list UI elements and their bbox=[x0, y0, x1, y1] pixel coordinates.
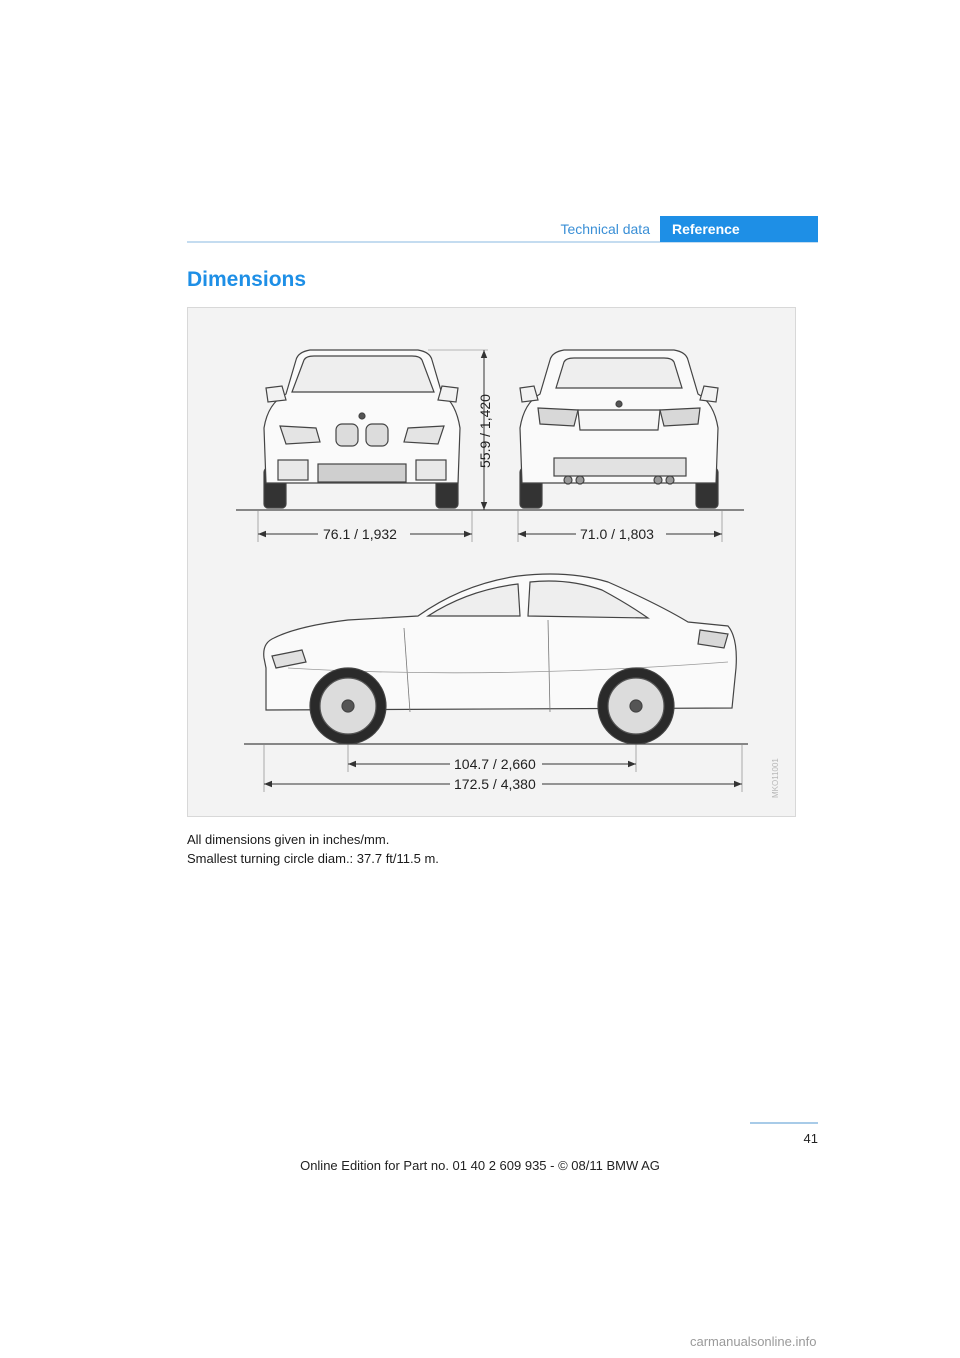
header-section-label: Technical data bbox=[560, 221, 650, 237]
rear-width-label: 71.0 / 1,803 bbox=[580, 526, 654, 542]
footer-rule bbox=[750, 1122, 818, 1124]
front-width-dimension bbox=[258, 511, 472, 542]
page-number: 41 bbox=[803, 1131, 818, 1146]
page-title: Dimensions bbox=[187, 268, 307, 291]
side-view-car bbox=[264, 574, 737, 744]
image-code: MKO11001 bbox=[771, 758, 780, 798]
turning-circle-note: Smallest turning circle diam.: 37.7 ft/11.5 m. bbox=[187, 851, 439, 866]
dimensions-drawing bbox=[188, 308, 795, 816]
footer-edition: Online Edition for Part no. 01 40 2 609 935 - © 08/11 BMW AG bbox=[300, 1158, 660, 1173]
front-width-label: 76.1 / 1,932 bbox=[323, 526, 397, 542]
rear-width-dimension bbox=[518, 511, 722, 542]
dimensions-units-note: All dimensions given in inches/mm. bbox=[187, 832, 390, 847]
dimensions-figure bbox=[187, 307, 796, 817]
header-tab-reference[interactable]: Reference bbox=[660, 216, 818, 242]
height-label: 55.9 / 1,420 bbox=[477, 394, 493, 468]
front-view-car bbox=[264, 350, 460, 508]
length-label: 172.5 / 4,380 bbox=[454, 776, 536, 792]
site-watermark: carmanualsonline.info bbox=[690, 1334, 817, 1349]
body-text bbox=[187, 830, 439, 868]
rear-view-car bbox=[520, 350, 718, 508]
wheelbase-label: 104.7 / 2,660 bbox=[454, 756, 536, 772]
wheelbase-dimension bbox=[348, 745, 636, 772]
